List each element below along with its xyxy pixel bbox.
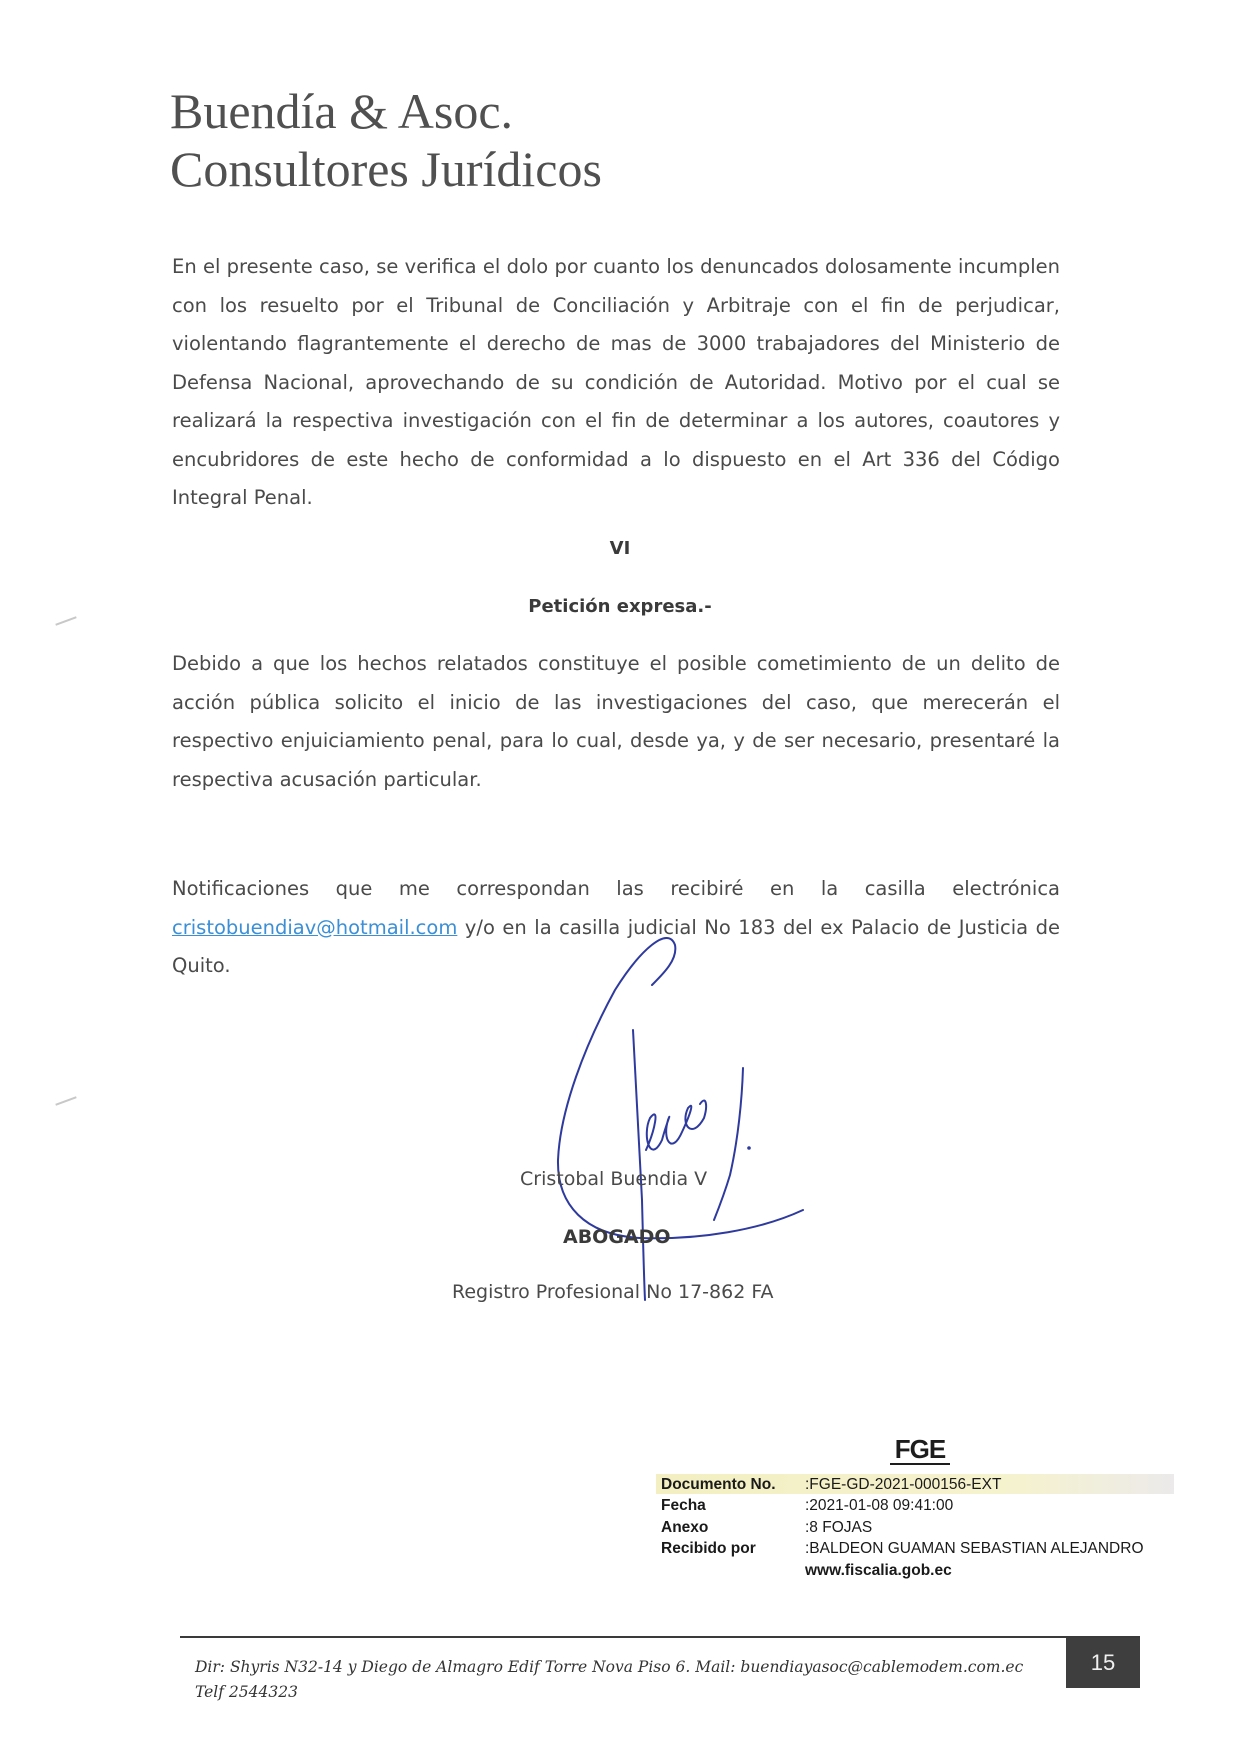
notification-text: Notificaciones que me correspondan las recibiré en la casilla electrónica xyxy=(172,877,1060,900)
firm-title xyxy=(170,82,602,198)
stamp-label: Fecha xyxy=(661,1497,706,1515)
stamp-website: www.fiscalia.gob.ec xyxy=(805,1562,952,1579)
section-number: VI xyxy=(609,538,631,559)
stamp-row xyxy=(661,1539,1144,1561)
scan-mark xyxy=(55,616,76,625)
stamp-row xyxy=(661,1474,1144,1496)
page-number: 15 xyxy=(1066,1638,1140,1688)
footer-address: Dir: Shyris N32-14 y Diego de Almagro Edif Torre Nova Piso 6. Mail: buendiayasoc@cablemodem.com.ec Telf 2544323 xyxy=(195,1658,1024,1701)
section-heading: Petición expresa.- xyxy=(528,596,712,617)
stamp-label: Documento No. xyxy=(661,1475,776,1493)
body-paragraph-3 xyxy=(172,870,1060,986)
stamp-value: :2021-01-08 09:41:00 xyxy=(805,1497,954,1515)
email-link[interactable]: cristobuendiav@hotmail.com xyxy=(172,915,458,939)
stamp-row xyxy=(661,1517,1144,1539)
notification-text-suffix: y/o en la casilla judicial No 183 del ex Palacio de Justicia de Quito. xyxy=(172,915,1061,977)
firm-name-line1: Buendía & Asoc. xyxy=(170,83,514,139)
stamp-label: Anexo xyxy=(661,1518,709,1536)
body-paragraph-1: En el presente caso, se verifica el dolo por cuanto los denuncados dolosamente incumplen con los resuelto por el Tribunal de Conciliación y Arbitraje con el fin de perjudicar, violentando flagrantemente el derecho de mas de 3000 trabajadores del Ministerio de Defensa Nacional, aprovechando de su condición de Autoridad. Motivo por el cual se realizará la respectiva investigación con el fin de determinar a los autores, coautores y encubridores de este hecho de conformidad a lo dispuesto en el Art 336 del Código Integral Penal. xyxy=(172,255,1060,509)
fge-logo-text: FGE xyxy=(894,1434,946,1464)
footer-divider xyxy=(180,1636,1140,1638)
stamp-value: :8 FOJAS xyxy=(805,1518,873,1536)
reception-stamp xyxy=(661,1474,1144,1560)
fge-logo xyxy=(886,1435,954,1465)
signatory-name: Cristobal Buendia V xyxy=(520,1168,708,1190)
scan-mark xyxy=(55,1096,76,1105)
body-paragraph-2: Debido a que los hechos relatados constituye el posible cometimiento de un delito de acción pública solicito el inicio de las investigaciones del caso, que merecerán el respectivo enjuiciamiento penal, para lo cual, desde ya, y de ser necesario, presentaré la respectiva acusación particular. xyxy=(172,652,1060,791)
stamp-label: Recibido por xyxy=(661,1540,756,1558)
stamp-value: :BALDEON GUAMAN SEBASTIAN ALEJANDRO xyxy=(805,1540,1144,1558)
firm-name-line2: Consultores Jurídicos xyxy=(170,141,602,197)
stamp-row xyxy=(661,1496,1144,1518)
professional-registration: Registro Profesional No 17-862 FA xyxy=(452,1281,774,1303)
stamp-value: :FGE-GD-2021-000156-EXT xyxy=(805,1475,1002,1493)
signatory-title: ABOGADO xyxy=(563,1226,671,1248)
